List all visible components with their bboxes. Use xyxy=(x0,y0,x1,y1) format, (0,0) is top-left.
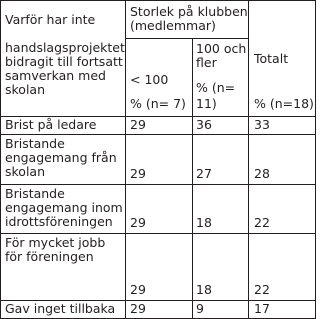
row-label-line: för föreningen xyxy=(5,249,94,264)
col2-label-line: fler xyxy=(196,55,217,70)
col1-label: < 100 xyxy=(130,72,169,87)
grid-line xyxy=(248,0,249,319)
header-question-line: bidragit till fortsatt xyxy=(5,54,123,69)
grid-line xyxy=(125,0,126,319)
col2-unit-line: % (n= xyxy=(196,80,236,95)
header-question-line: Varför har inte xyxy=(5,12,96,27)
header-question-line: samverkan med xyxy=(5,68,106,83)
cell-value: 22 xyxy=(254,282,270,297)
row-label-line: engagemang inom xyxy=(5,200,123,215)
row-label-line: skolan xyxy=(5,164,46,179)
col1-unit: % (n= 7) xyxy=(130,96,186,111)
row-label-line: Brist på ledare xyxy=(5,117,97,132)
header-group-line: (medlemmar) xyxy=(130,18,216,33)
col2-label-line: 100 och xyxy=(196,41,247,56)
cell-value: 18 xyxy=(196,282,212,297)
row-label-line: engagemang från xyxy=(5,150,117,165)
grid-line xyxy=(0,0,316,1)
grid-line xyxy=(125,38,249,39)
cell-value: 33 xyxy=(254,117,270,132)
row-label-line: Bristande xyxy=(5,186,65,201)
cell-value: 9 xyxy=(196,301,204,316)
cell-value: 28 xyxy=(254,166,270,181)
cell-value: 18 xyxy=(196,215,212,230)
row-label-line: Bristande xyxy=(5,136,65,151)
cell-value: 17 xyxy=(254,301,270,316)
cell-value: 22 xyxy=(254,215,270,230)
cell-value: 29 xyxy=(130,166,146,181)
col2-unit-line: 11) xyxy=(196,96,217,111)
cell-value: 29 xyxy=(130,301,146,316)
col3-label: Totalt xyxy=(254,51,289,66)
row-label-line: För mycket jobb xyxy=(5,235,106,250)
cell-value: 29 xyxy=(130,282,146,297)
grid-line xyxy=(315,0,316,319)
grid-line xyxy=(0,0,1,319)
row-label-line: idrottsföreningen xyxy=(5,214,113,229)
grid-line xyxy=(192,38,193,319)
col3-unit: % (n=18) xyxy=(254,96,314,111)
cell-value: 29 xyxy=(130,117,146,132)
cell-value: 27 xyxy=(196,166,212,181)
cell-value: 29 xyxy=(130,215,146,230)
grid-line xyxy=(0,184,316,185)
header-question-line: skolan xyxy=(5,82,46,97)
header-group-line: Storlek på klubben xyxy=(130,4,248,19)
row-label-line: Gav inget tillbaka xyxy=(5,301,116,316)
cell-value: 36 xyxy=(196,117,212,132)
grid-line xyxy=(0,134,316,135)
grid-line xyxy=(0,233,316,234)
header-question-line: handslagsprojektet xyxy=(5,40,125,55)
